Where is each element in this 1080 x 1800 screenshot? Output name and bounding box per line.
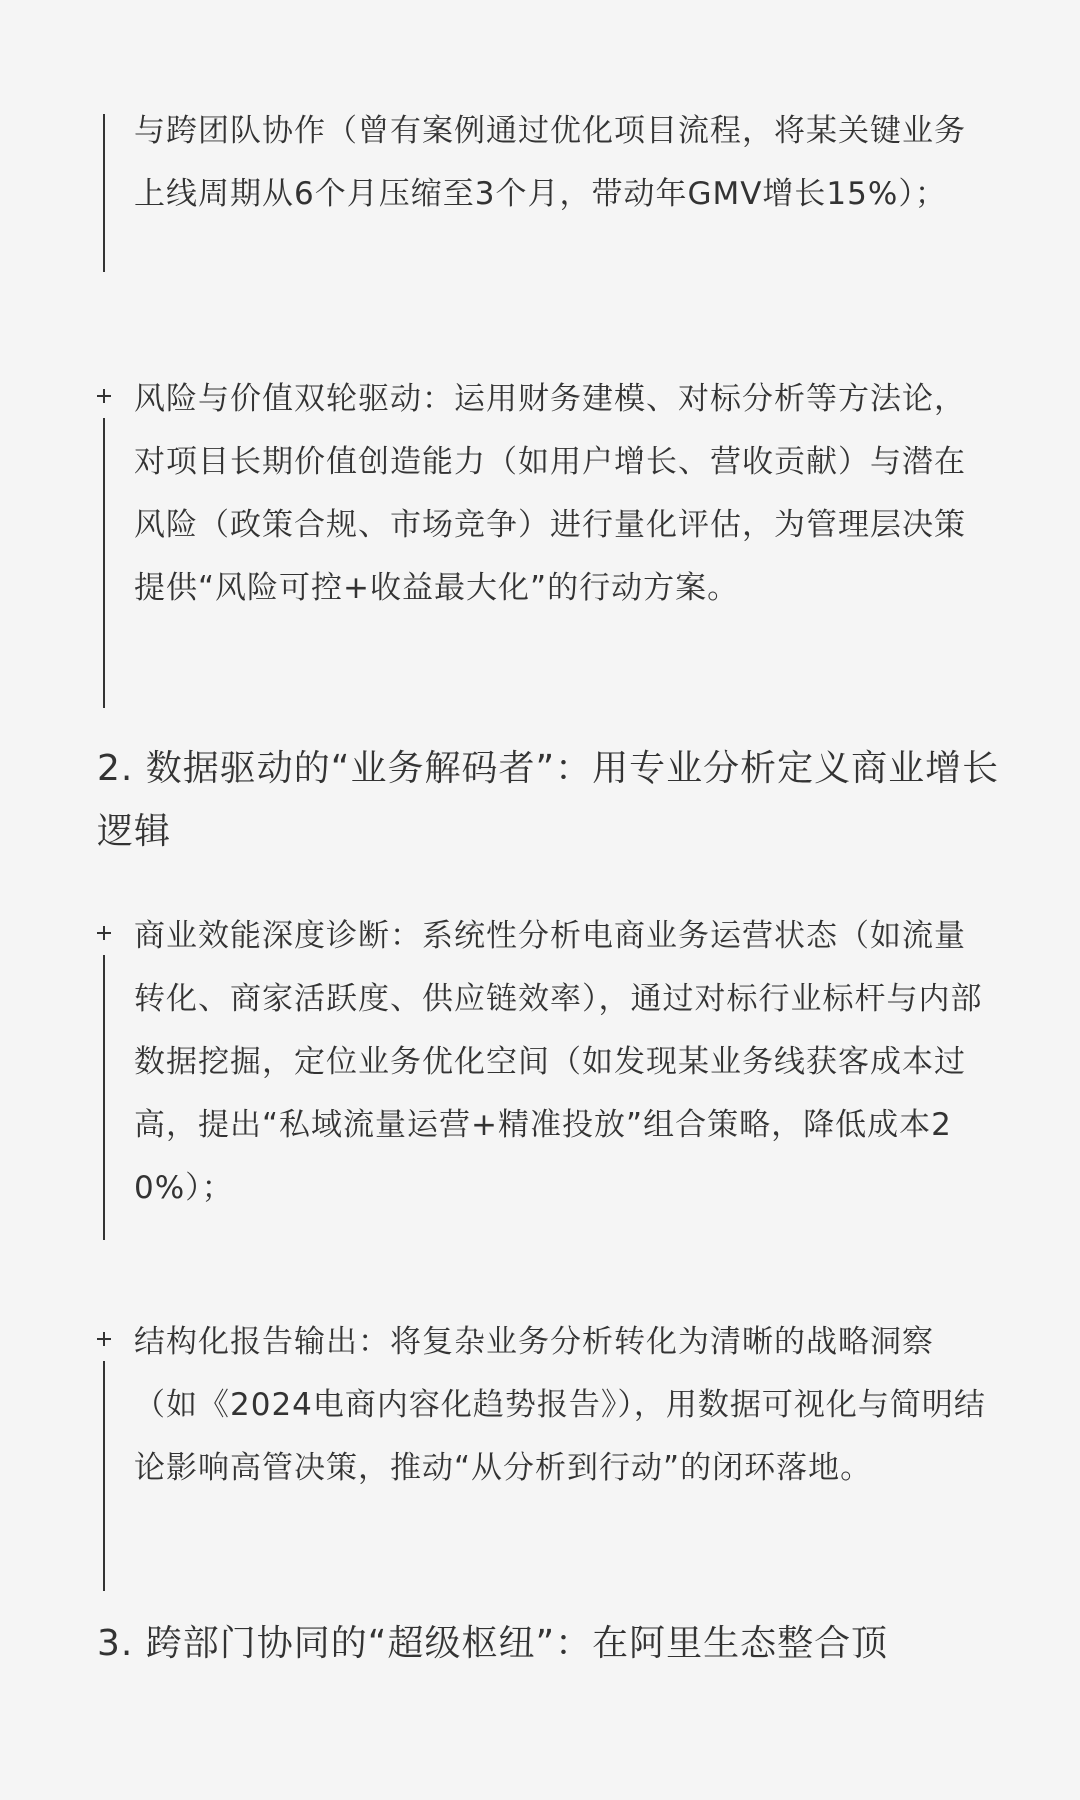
bullet-risk-value	[97, 383, 997, 693]
section-3-heading: 3. 跨部门协同的“超级枢纽”：在阿里生态整合顶	[97, 1623, 889, 1664]
plus-icon	[97, 1332, 111, 1346]
bullet-efficiency	[97, 920, 997, 1220]
continued-paragraph: 与跨团队协作（曾有案例通过优化项目流程，将某关键业务上线周期从6个月压缩至3个月，带动年GMV增长15%）；	[134, 113, 966, 212]
bullet-efficiency-text: 商业效能深度诊断：系统性分析电商业务运营状态（如流量转化、商家活跃度、供应链效率），通过对标行业标杆与内部数据挖掘，定位业务优化空间（如发现某业务线获客成本过高，提出“私域流量运营+精准投放”组合策略，降低成本20%）；	[134, 918, 983, 1206]
section-2-heading: 2. 数据驱动的“业务解码者”：用专业分析定义商业增长逻辑	[97, 748, 1000, 852]
bullet-report-text: 结构化报告输出：将复杂业务分析转化为清晰的战略洞察（如《2024电商内容化趋势报告》），用数据可视化与简明结论影响高管决策，推动“从分析到行动”的闭环落地。	[134, 1324, 986, 1486]
bullet-rule	[103, 114, 105, 272]
bullet-rule	[103, 955, 105, 1240]
bullet-rule	[103, 1361, 105, 1591]
plus-icon	[97, 389, 111, 403]
plus-icon	[97, 926, 111, 940]
bullet-rule	[103, 418, 105, 708]
bullet-report	[97, 1326, 997, 1576]
bullet-risk-text: 风险与价值双轮驱动：运用财务建模、对标分析等方法论，对项目长期价值创造能力（如用户增长、营收贡献）与潜在风险（政策合规、市场竞争）进行量化评估，为管理层决策提供“风险可控+收益最大化”的行动方案。	[134, 381, 966, 606]
bullet-continued	[97, 100, 997, 280]
